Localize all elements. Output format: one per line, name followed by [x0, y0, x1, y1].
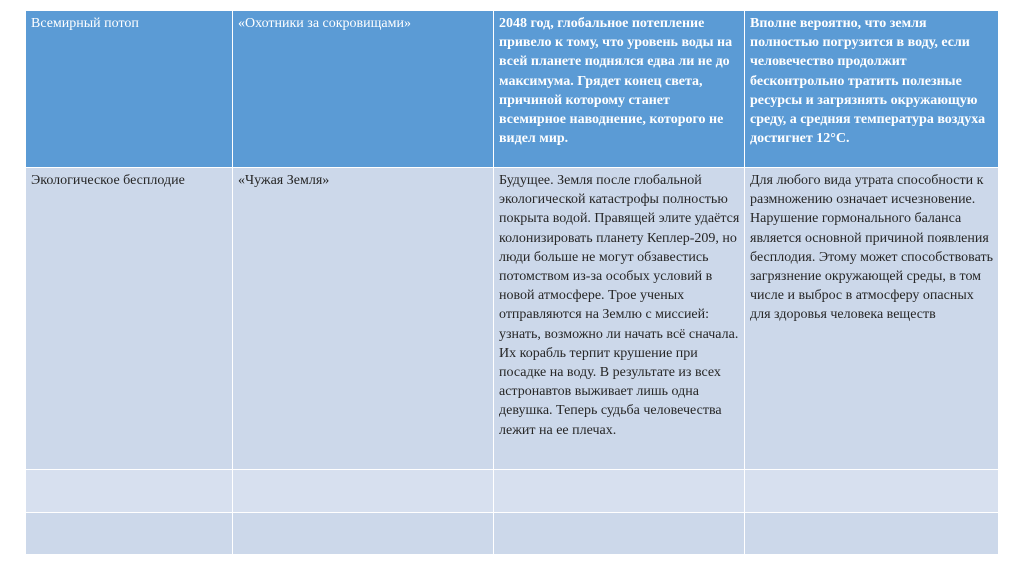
empty-cell: [745, 470, 999, 513]
empty-table-row: [26, 513, 999, 555]
header-film-cell: «Охотники за сокровищами»: [233, 11, 494, 168]
header-consequence-cell: Вполне вероятно, что земля полностью погрузится в воду, если человечество продолжит бесконтрольно тратить полезные ресурсы и загрязнять окружающую среду, а средняя температура воздуха достигнет 12°С.: [745, 11, 999, 168]
row-catastrophe-cell: Экологическое бесплодие: [26, 168, 233, 470]
empty-cell: [494, 513, 745, 555]
empty-cell: [26, 470, 233, 513]
catastrophe-table: [25, 10, 999, 555]
row-scenario-cell: Будущее. Земля после глобальной экологической катастрофы полностью покрыта водой. Правящей элите удаётся колонизировать планету Кеплер-209, но люди больше не могут обзавестись потомством из-за особых условий в новой атмосфере. Трое ученых отправляются на Землю с миссией: узнать, возможно ли начать всё сначала. Их корабль терпит крушение при посадке на воду. В результате из всех астронавтов выживает лишь одна девушка. Теперь судьба человечества лежит на ее плечах.: [494, 168, 745, 470]
row-film-cell: «Чужая Земля»: [233, 168, 494, 470]
header-catastrophe-cell: Всемирный потоп: [26, 11, 233, 168]
table-header-row: [26, 11, 999, 168]
empty-cell: [494, 470, 745, 513]
empty-cell: [26, 513, 233, 555]
empty-cell: [745, 513, 999, 555]
table-row: [26, 168, 999, 470]
header-scenario-cell: 2048 год, глобальное потепление привело к тому, что уровень воды на всей планете поднялся едва ли не до максимума. Грядет конец света, причиной которому станет всемирное наводнение, которого не видел мир.: [494, 11, 745, 168]
empty-cell: [233, 470, 494, 513]
empty-cell: [233, 513, 494, 555]
row-consequence-cell: Для любого вида утрата способности к размножению означает исчезновение. Нарушение гормонального баланса является основной причиной появления бесплодия. Этому может способствовать загрязнение окружающей среды, в том числе и выброс в атмосферу опасных для здоровья человека веществ: [745, 168, 999, 470]
empty-table-row: [26, 470, 999, 513]
